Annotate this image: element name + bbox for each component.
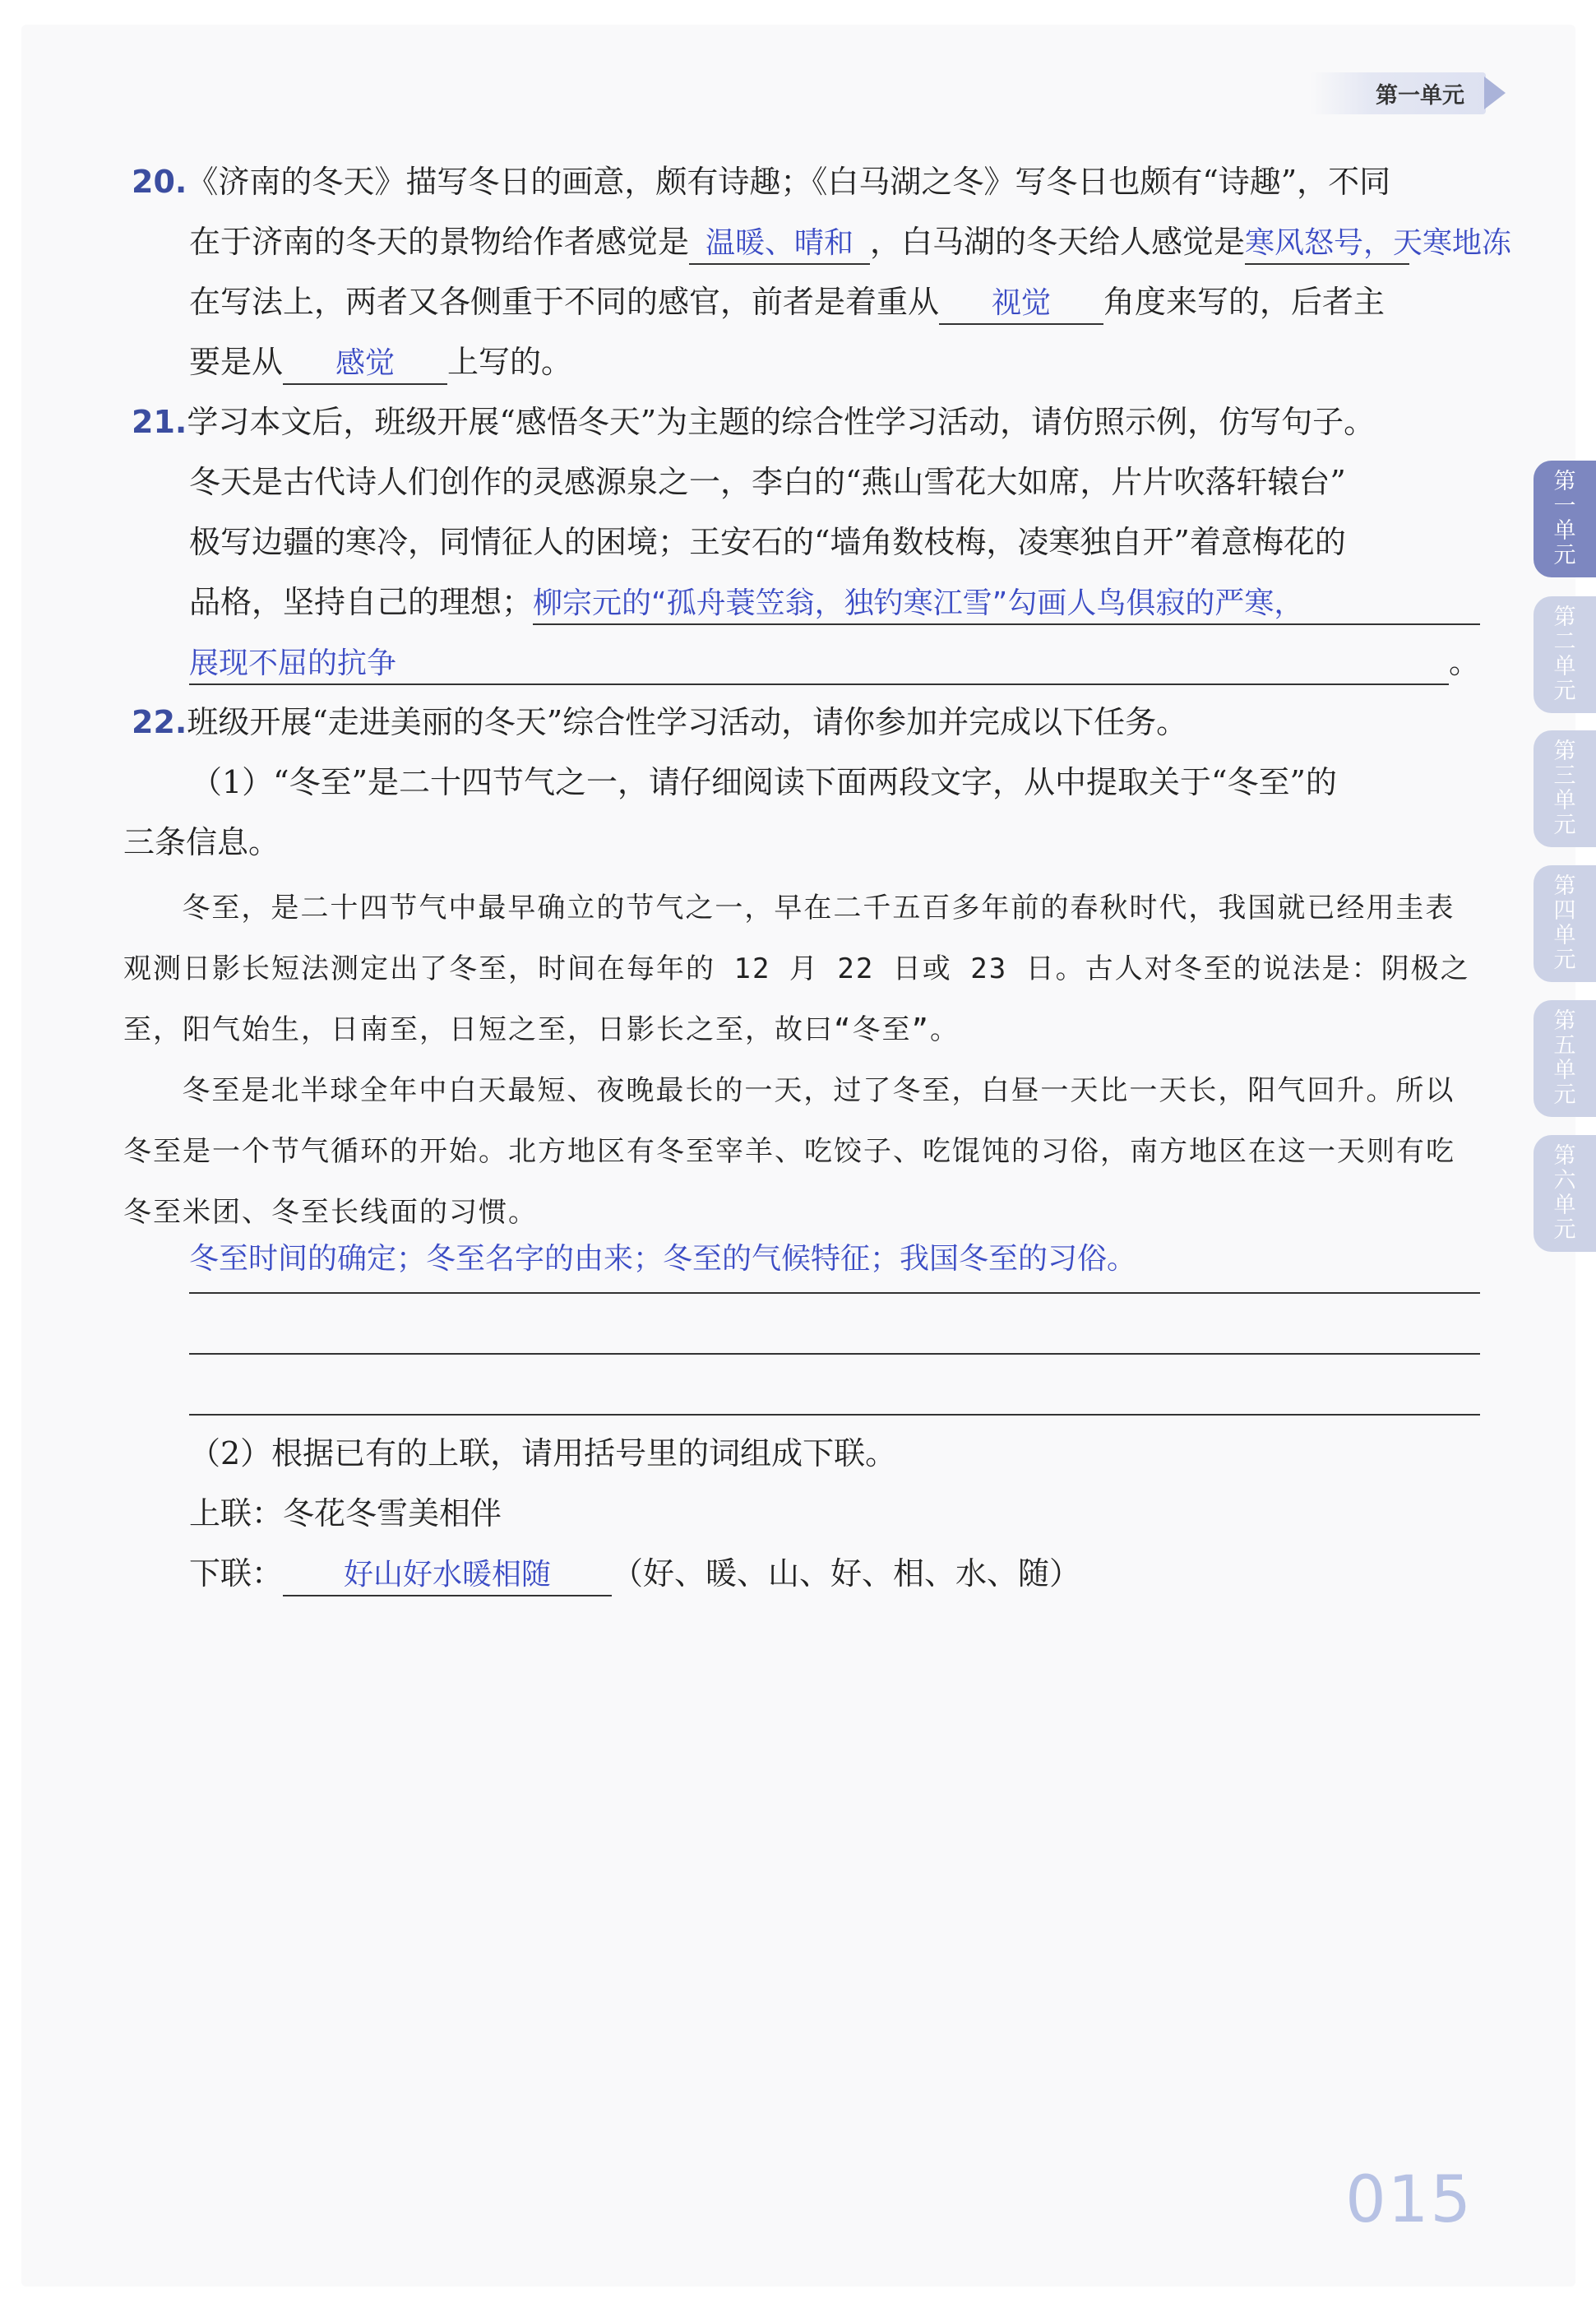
answer-line[interactable] (189, 1355, 1480, 1416)
sub-question-2: （2）根据已有的上联，请用括号里的词组成下联。 (189, 1435, 897, 1471)
answer-line[interactable] (189, 1243, 1480, 1294)
question-number: 21. (132, 404, 187, 440)
tab-unit-4[interactable]: 第四单元 (1534, 865, 1596, 982)
answer-blank[interactable]: 展现不屈的抗争 (189, 644, 1449, 685)
question-22 (123, 693, 1480, 1604)
question-20 (132, 152, 1512, 392)
question-text: 要是从 (189, 344, 284, 380)
unit-header-label: 第一单元 (1310, 72, 1486, 114)
answer-blank[interactable]: 感觉 (283, 344, 447, 385)
passage-paragraph: 冬至，是二十四节气中最早确立的节气之一，早在二千五百多年前的春秋时代，我国就已经用圭表观测日影长短法测定出了冬至，时间在每年的 12 月 22 日或 23 日。古人对冬至的说法是：阴极之至，阳气始生，日南至，日短之至，日影长之至，故曰“冬至”。 (123, 892, 1470, 1046)
tab-unit-5[interactable]: 第五单元 (1534, 1000, 1596, 1117)
tab-unit-6[interactable]: 第六单元 (1534, 1135, 1596, 1252)
question-text: 在于济南的冬天的景物给作者感觉是 (189, 224, 690, 260)
question-text: 班级开展“走进美丽的冬天”综合性学习活动，请你参加并完成以下任务。 (187, 704, 1188, 740)
question-text: 极写边疆的寒冷，同情征人的困境；王安石的“墙角数枝梅，凌寒独自开”着意梅花的 (189, 524, 1346, 560)
answer-text: 冬至时间的确定；冬至名字的由来；冬至的气候特征；我国冬至的习俗。 (189, 1242, 1137, 1276)
reading-passage (123, 878, 1480, 1243)
question-text: 上写的。 (447, 344, 573, 380)
question-text: 学习本文后，班级开展“感悟冬天”为主题的综合性学习活动，请仿照示例，仿写句子。 (187, 404, 1376, 440)
couplet-upper: 上联：冬花冬雪美相伴 (189, 1495, 502, 1531)
answer-line[interactable] (189, 1294, 1480, 1355)
tab-unit-1[interactable]: 第一单元 (1534, 461, 1596, 577)
sub-question-1-cont: 三条信息。 (123, 824, 280, 860)
passage-paragraph: 冬至是北半球全年中白天最短、夜晚最长的一天，过了冬至，白昼一天比一天长，阳气回升。所以冬至是一个节气循环的开始。北方地区有冬至宰羊、吃饺子、吃馄饨的习俗，南方地区在这一天则有吃冬至米团、冬至长线面的习惯。 (123, 1074, 1455, 1229)
couplet-hint: （好、暖、山、好、相、水、随） (612, 1555, 1081, 1592)
unit-header (1310, 72, 1506, 114)
exercise-content (123, 152, 1512, 1604)
question-text: 品格，坚持自己的理想； (189, 584, 534, 620)
couplet-lower-label: 下联： (189, 1555, 284, 1592)
answer-blank[interactable]: 视觉 (939, 284, 1103, 325)
question-21: 21.学习本文后，班级开展“感悟冬天”为主题的综合性学习活动，请仿照示例，仿写句子。 冬天是古代诗人们创作的灵感源泉之一，李白的“燕山雪花大如席，片片吹落轩辕台” 极写边疆的寒冷，同情征人的困境；王安石的“墙角数枝梅，凌寒独自开”着意梅花的 品格，坚持自己的理想； 柳宗元的“孤舟蓑笠翁，独钓寒江雪”勾画人鸟俱寂的严寒， 展现不屈的抗争 。 (132, 392, 1480, 693)
answer-lines (132, 1243, 1480, 1416)
question-number: 20. (132, 164, 187, 200)
question-text: 在写法上，两者又各侧重于不同的感官，前者是着重从 (189, 284, 940, 320)
answer-blank[interactable]: 温暖、晴和 (689, 224, 870, 265)
page-number: 015 (1345, 2163, 1473, 2237)
tab-unit-3[interactable]: 第三单元 (1534, 730, 1596, 847)
sub-question-1: （1）“冬至”是二十四节气之一，请仔细阅读下面两段文字，从中提取关于“冬至”的 (191, 764, 1337, 800)
answer-blank[interactable]: 柳宗元的“孤舟蓑笠翁，独钓寒江雪”勾画人鸟俱寂的严寒， (533, 584, 1480, 625)
chevron-right-icon (1484, 76, 1506, 109)
answer-blank[interactable]: 寒风怒号，天寒地冻 (1245, 224, 1409, 265)
question-text: 《济南的冬天》描写冬日的画意，颇有诗趣；《白马湖之冬》写冬日也颇有“诗趣”，不同 (187, 164, 1391, 200)
question-text: 冬天是古代诗人们创作的灵感源泉之一，李白的“燕山雪花大如席，片片吹落轩辕台” (189, 464, 1346, 500)
question-number: 22. (132, 704, 187, 740)
answer-blank[interactable]: 好山好水暖相随 (283, 1555, 612, 1596)
question-text: 角度来写的，后者主 (1103, 284, 1386, 320)
tab-unit-2[interactable]: 第二单元 (1534, 596, 1596, 713)
question-text: ，白马湖的冬天给人感觉是 (870, 224, 1246, 260)
